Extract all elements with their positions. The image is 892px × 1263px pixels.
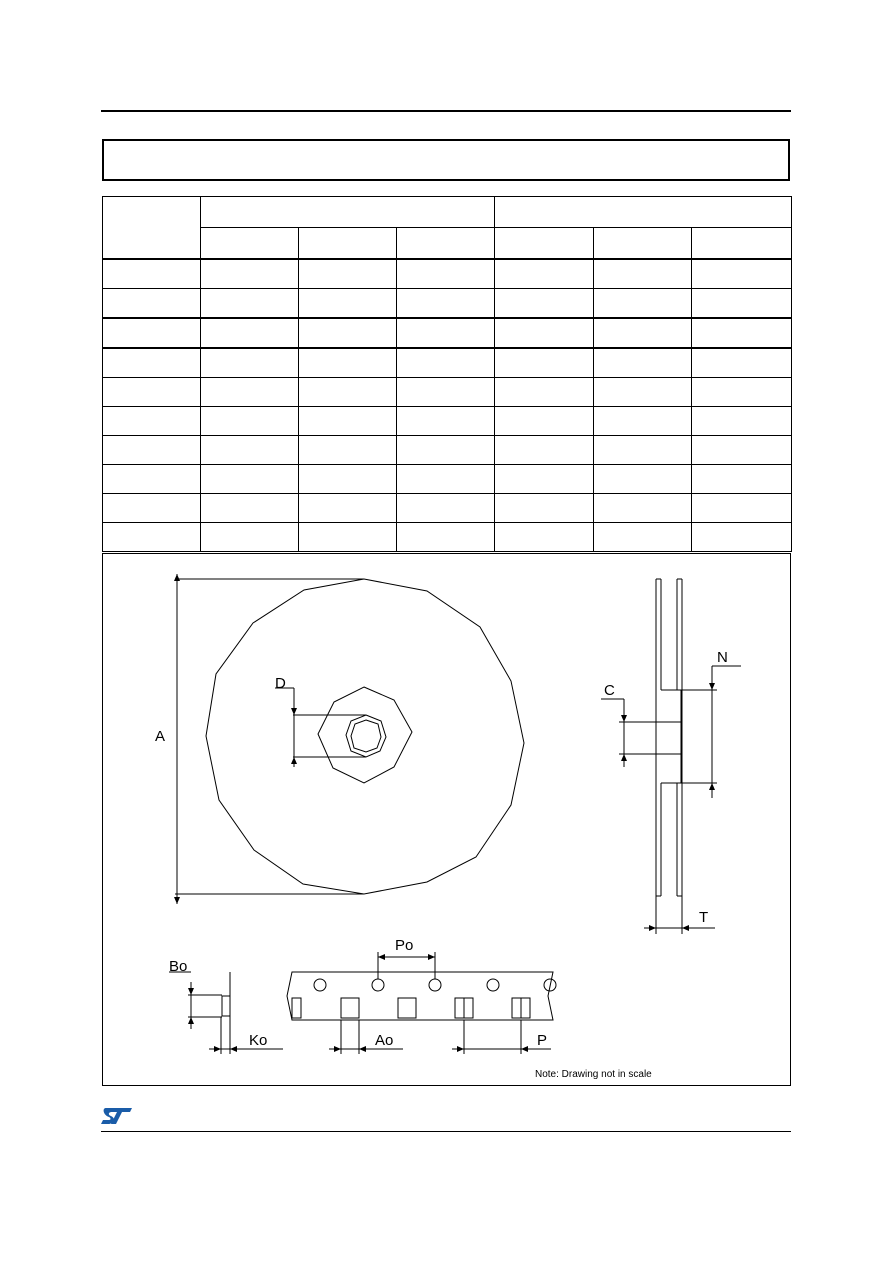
table-row <box>103 259 792 289</box>
label-n: N <box>717 649 728 666</box>
table-header-cell <box>495 197 792 228</box>
st-logo-icon <box>100 1106 134 1131</box>
table-header-cell <box>201 197 495 228</box>
footer-rule <box>101 1131 791 1132</box>
table-header-cell <box>495 228 594 260</box>
table-title-box <box>102 139 790 181</box>
table-row <box>103 465 792 494</box>
label-d: D <box>275 675 286 692</box>
reel-hole <box>346 715 386 757</box>
table-header-cell <box>299 228 397 260</box>
table-row <box>103 407 792 436</box>
table-row <box>103 494 792 523</box>
table-row <box>103 378 792 407</box>
table-header-cell <box>594 228 692 260</box>
table-row <box>103 289 792 319</box>
drawing-note: Note: Drawing not in scale <box>535 1069 652 1080</box>
table-header-cell <box>692 228 792 260</box>
reel-hub <box>318 687 412 783</box>
label-a: A <box>155 728 166 745</box>
label-t: T <box>699 909 709 926</box>
table-row <box>103 436 792 465</box>
label-bo: Bo <box>169 958 188 975</box>
table-row <box>103 348 792 378</box>
label-ao: Ao <box>375 1032 394 1049</box>
header-rule <box>101 110 791 112</box>
label-c: C <box>604 682 615 699</box>
table-header-cell <box>103 197 201 260</box>
reel-tape-drawing <box>102 553 791 1086</box>
table-header-cell <box>397 228 495 260</box>
table-subheader-row <box>103 228 792 260</box>
reel-dimensions-table <box>102 196 792 552</box>
label-po: Po <box>395 937 414 954</box>
table-row <box>103 523 792 552</box>
table-row <box>103 318 792 348</box>
reel-outline <box>206 579 524 894</box>
label-p: P <box>537 1032 548 1049</box>
table-header-cell <box>201 228 299 260</box>
table-header-row <box>103 197 792 228</box>
label-ko: Ko <box>249 1032 268 1049</box>
